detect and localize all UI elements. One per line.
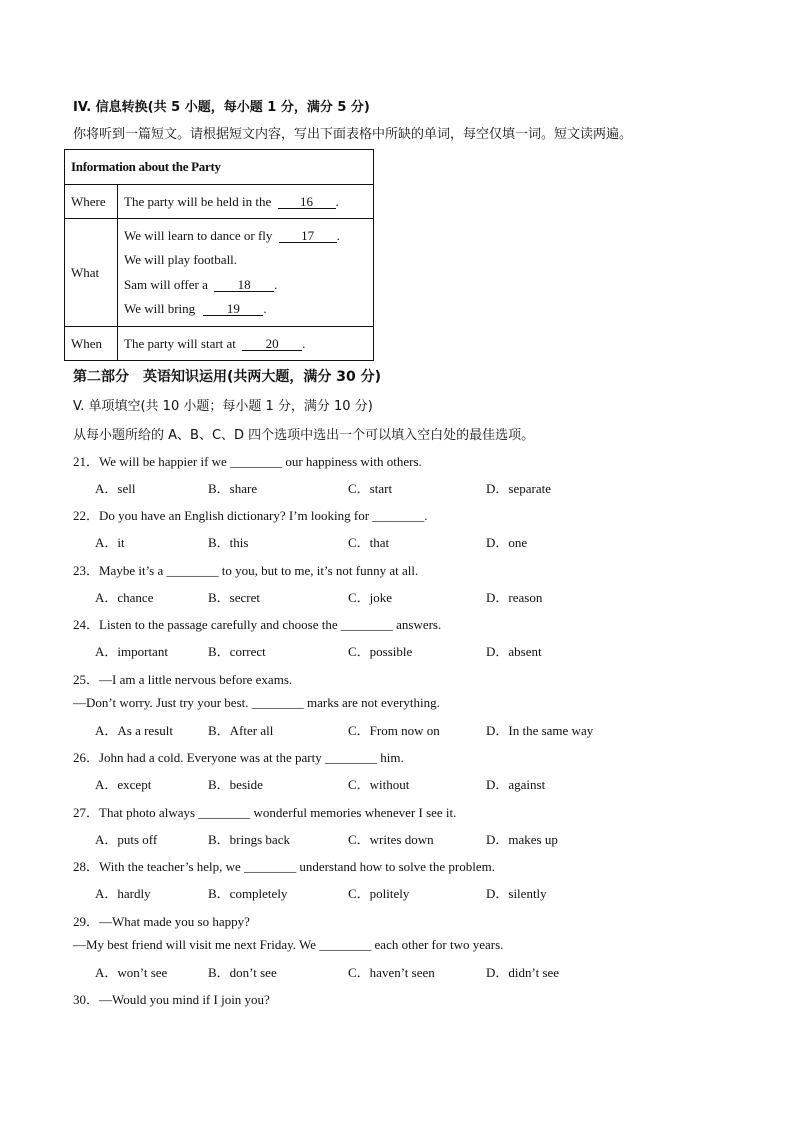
option-b[interactable]: B．brings back — [208, 832, 290, 847]
option-a[interactable]: A．hardly — [95, 886, 151, 901]
option-b[interactable]: B．don’t see — [208, 965, 277, 980]
option-a[interactable]: A．puts off — [95, 832, 158, 847]
option-c[interactable]: C．From now on — [348, 723, 440, 738]
when-text: The party will start at — [124, 335, 236, 351]
question-stem: 25．—I am a little nervous before exams. — [73, 672, 293, 687]
question-stem: 27．That photo always ________ wonderful memories whenever I see it. — [73, 805, 457, 820]
where-cell — [118, 185, 374, 219]
period: . — [335, 193, 339, 209]
option-c[interactable]: C．haven’t seen — [348, 965, 435, 980]
blank-17[interactable]: 17 — [279, 229, 337, 243]
option-b[interactable]: B．beside — [208, 777, 263, 792]
question-stem: 24．Listen to the passage carefully and choose the ________ answers. — [73, 617, 442, 632]
question-stem: 22．Do you have an English dictionary? I’m looking for ________. — [73, 508, 428, 523]
question-stem: 29．—What made you so happy? — [73, 914, 250, 929]
section5-heading: V. 单项填空(共 10 小题；每小题 1 分，满分 10 分) — [73, 399, 373, 414]
option-b[interactable]: B．secret — [208, 590, 260, 605]
table-title: Information about the Party — [65, 150, 374, 185]
what-cell — [118, 219, 374, 327]
option-d[interactable]: D．makes up — [486, 832, 558, 847]
what-line3 — [124, 273, 367, 298]
option-d[interactable]: D．reason — [486, 590, 543, 605]
option-a[interactable]: A．As a result — [95, 723, 173, 738]
period: . — [263, 301, 267, 316]
where-text: The party will be held in the — [124, 193, 272, 209]
option-d[interactable]: D．didn’t see — [486, 965, 560, 980]
option-d[interactable]: D．against — [486, 777, 546, 792]
what-line3-text: Sam will offer a — [124, 276, 208, 292]
what-line2: We will play football. — [124, 252, 238, 267]
option-a[interactable]: A．won’t see — [95, 965, 168, 980]
what-line4 — [124, 297, 367, 322]
option-c[interactable]: C．without — [348, 777, 410, 792]
blank-16[interactable]: 16 — [278, 195, 336, 209]
option-c[interactable]: C．possible — [348, 644, 413, 659]
option-c[interactable]: C．start — [348, 481, 393, 496]
option-b[interactable]: B．After all — [208, 723, 274, 738]
period: . — [336, 227, 340, 243]
blank-19[interactable]: 19 — [203, 302, 263, 316]
period: . — [302, 335, 306, 351]
question-stem-line2: —Don’t worry. Just try your best. ________ marks are not everything. — [73, 695, 440, 710]
blank-18[interactable]: 18 — [214, 278, 274, 292]
part2-heading: 第二部分 英语知识运用(共两大题，满分 30 分) — [73, 369, 382, 385]
section4-instruction: 你将听到一篇短文。请根据短文内容，写出下面表格中所缺的单词，每空仅填一词。短文读两遍。 — [73, 127, 633, 142]
when-cell — [118, 327, 374, 361]
what-line1-text: We will learn to dance or fly — [124, 227, 273, 243]
what-label: What — [65, 219, 118, 327]
what-line1 — [124, 224, 367, 249]
option-d[interactable]: D．separate — [486, 481, 551, 496]
option-d[interactable]: D．silently — [486, 886, 547, 901]
option-c[interactable]: C．joke — [348, 590, 393, 605]
option-d[interactable]: D．absent — [486, 644, 542, 659]
question-stem: 30．—Would you mind if I join you? — [73, 992, 270, 1007]
what-line4-text: We will bring — [124, 301, 196, 316]
option-a[interactable]: A．important — [95, 644, 168, 659]
option-a[interactable]: A．it — [95, 535, 125, 550]
option-a[interactable]: A．chance — [95, 590, 154, 605]
option-b[interactable]: B．completely — [208, 886, 288, 901]
question-stem: 26．John had a cold. Everyone was at the party ________ him. — [73, 750, 404, 765]
option-b[interactable]: B．this — [208, 535, 249, 550]
option-d[interactable]: D．one — [486, 535, 528, 550]
option-a[interactable]: A．sell — [95, 481, 136, 496]
option-c[interactable]: C．politely — [348, 886, 410, 901]
section4-heading: IV. 信息转换(共 5 小题，每小题 1 分，满分 5 分) — [73, 100, 370, 115]
period: . — [274, 276, 278, 292]
question-stem: 23．Maybe it’s a ________ to you, but to me, it’s not funny at all. — [73, 563, 419, 578]
option-b[interactable]: B．correct — [208, 644, 266, 659]
where-label: Where — [65, 185, 118, 219]
question-stem: 21．We will be happier if we ________ our happiness with others. — [73, 454, 422, 469]
blank-20[interactable]: 20 — [242, 337, 302, 351]
section5-instruction: 从每小题所给的 A、B、C、D 四个选项中选出一个可以填入空白处的最佳选项。 — [73, 428, 535, 443]
option-c[interactable]: C．that — [348, 535, 390, 550]
option-d[interactable]: D．In the same way — [486, 723, 594, 738]
question-stem-line2: —My best friend will visit me next Friday. We ________ each other for two years. — [73, 937, 504, 952]
question-stem: 28．With the teacher’s help, we ________ understand how to solve the problem. — [73, 859, 496, 874]
option-c[interactable]: C．writes down — [348, 832, 434, 847]
when-label: When — [65, 327, 118, 361]
option-b[interactable]: B．share — [208, 481, 258, 496]
option-a[interactable]: A．except — [95, 777, 152, 792]
info-table — [64, 149, 374, 361]
